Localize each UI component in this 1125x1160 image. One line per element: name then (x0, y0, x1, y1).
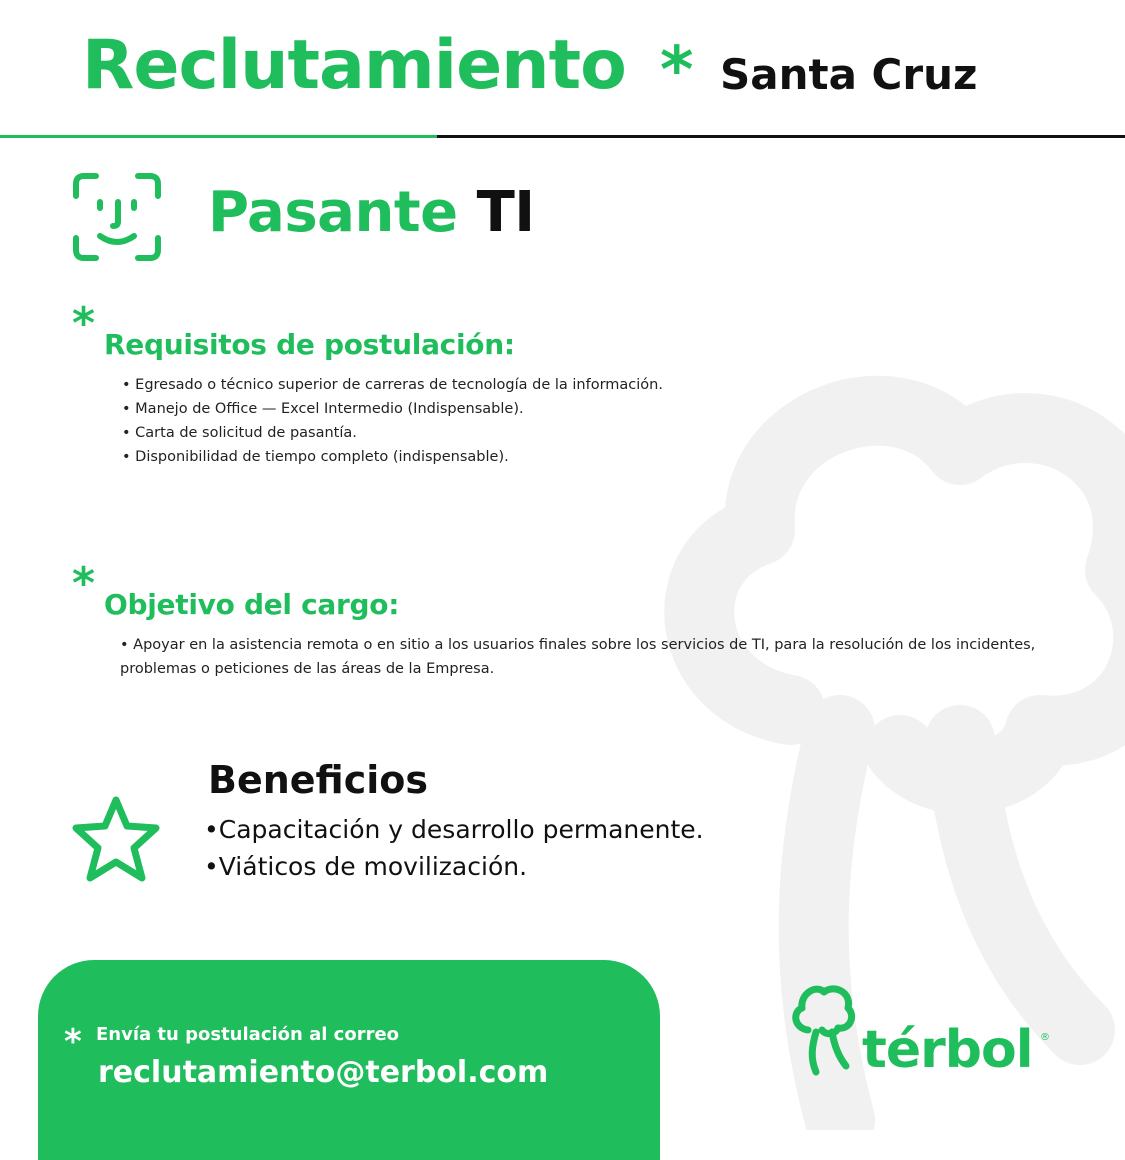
list-item: • Capacitación y desarrollo permanente. (204, 811, 704, 848)
objetivo-asterisk: * (72, 558, 96, 609)
header-divider-black (437, 135, 1125, 138)
objetivo-text: • Apoyar en la asistencia remota o en sitio a los usuarios finales sobre los servicios de TI, para la resolución de los incidentes, problemas o peticiones de las áreas de la Empresa. (120, 637, 1036, 677)
contact-email-link[interactable]: reclutamiento@terbol.com (98, 1055, 549, 1090)
beneficios-heading: Beneficios (208, 758, 429, 802)
job-title-green: Pasante (208, 180, 458, 245)
face-id-icon (72, 172, 162, 262)
requisitos-heading: Requisitos de postulación: (104, 328, 515, 361)
tree-logo-icon (790, 978, 858, 1078)
star-icon (70, 794, 162, 884)
objetivo-heading: Objetivo del cargo: (104, 588, 400, 621)
contact-label: Envía tu postulación al correo (96, 1024, 400, 1045)
requisitos-list (122, 373, 663, 469)
list-item: • Manejo de Office — Excel Intermedio (Indispensable). (122, 397, 663, 421)
header-divider-green (0, 135, 437, 138)
requisitos-asterisk: * (72, 298, 96, 349)
brand-logo-text: térbol (862, 1020, 1033, 1080)
list-item: • Egresado o técnico superior de carreras de tecnología de la información. (122, 373, 663, 397)
job-title (208, 180, 535, 245)
list-item: • Disponibilidad de tiempo completo (indispensable). (122, 445, 663, 469)
list-item: • Carta de solicitud de pasantía. (122, 421, 663, 445)
registered-mark: ® (1040, 1032, 1050, 1043)
contact-asterisk: * (64, 1022, 82, 1062)
location-title: Santa Cruz (720, 50, 978, 99)
job-title-dark: TI (476, 180, 535, 245)
list-item: • Viáticos de movilización. (204, 848, 704, 885)
page-title: Reclutamiento (82, 26, 626, 105)
title-asterisk: * (660, 34, 694, 108)
beneficios-list (204, 811, 704, 885)
tree-watermark (640, 330, 1125, 1130)
